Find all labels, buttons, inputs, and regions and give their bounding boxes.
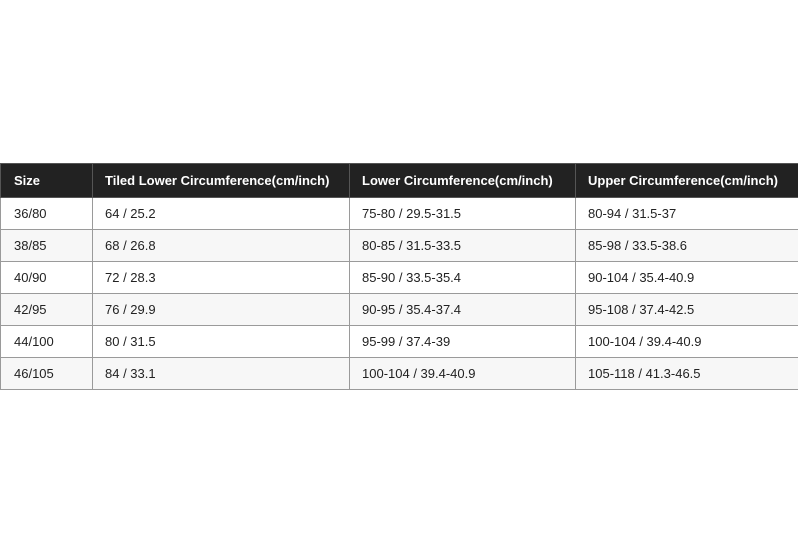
table-row (1, 294, 798, 326)
cell-tiled-lower: 76 / 29.9 (93, 294, 350, 326)
cell-upper: 90-104 / 35.4-40.9 (576, 262, 798, 294)
header-size: Size (1, 164, 93, 198)
cell-upper: 85-98 / 33.5-38.6 (576, 230, 798, 262)
cell-size: 40/90 (1, 262, 93, 294)
size-chart-table (0, 163, 798, 390)
cell-upper: 80-94 / 31.5-37 (576, 198, 798, 230)
cell-lower: 85-90 / 33.5-35.4 (350, 262, 576, 294)
table-row (1, 198, 798, 230)
cell-lower: 100-104 / 39.4-40.9 (350, 358, 576, 390)
cell-tiled-lower: 84 / 33.1 (93, 358, 350, 390)
table-header (1, 164, 798, 198)
table-row (1, 230, 798, 262)
cell-upper: 95-108 / 37.4-42.5 (576, 294, 798, 326)
cell-upper: 100-104 / 39.4-40.9 (576, 326, 798, 358)
cell-size: 36/80 (1, 198, 93, 230)
cell-lower: 75-80 / 29.5-31.5 (350, 198, 576, 230)
table-row (1, 326, 798, 358)
table-row (1, 262, 798, 294)
cell-upper: 105-118 / 41.3-46.5 (576, 358, 798, 390)
cell-tiled-lower: 64 / 25.2 (93, 198, 350, 230)
cell-size: 46/105 (1, 358, 93, 390)
cell-size: 44/100 (1, 326, 93, 358)
cell-lower: 90-95 / 35.4-37.4 (350, 294, 576, 326)
header-row (1, 164, 798, 198)
cell-tiled-lower: 68 / 26.8 (93, 230, 350, 262)
header-upper-circumference: Upper Circumference(cm/inch) (576, 164, 798, 198)
cell-size: 38/85 (1, 230, 93, 262)
cell-lower: 80-85 / 31.5-33.5 (350, 230, 576, 262)
cell-lower: 95-99 / 37.4-39 (350, 326, 576, 358)
header-lower-circumference: Lower Circumference(cm/inch) (350, 164, 576, 198)
cell-tiled-lower: 72 / 28.3 (93, 262, 350, 294)
cell-size: 42/95 (1, 294, 93, 326)
cell-tiled-lower: 80 / 31.5 (93, 326, 350, 358)
header-tiled-lower-circumference: Tiled Lower Circumference(cm/inch) (93, 164, 350, 198)
table-row (1, 358, 798, 390)
table-body (1, 198, 798, 390)
